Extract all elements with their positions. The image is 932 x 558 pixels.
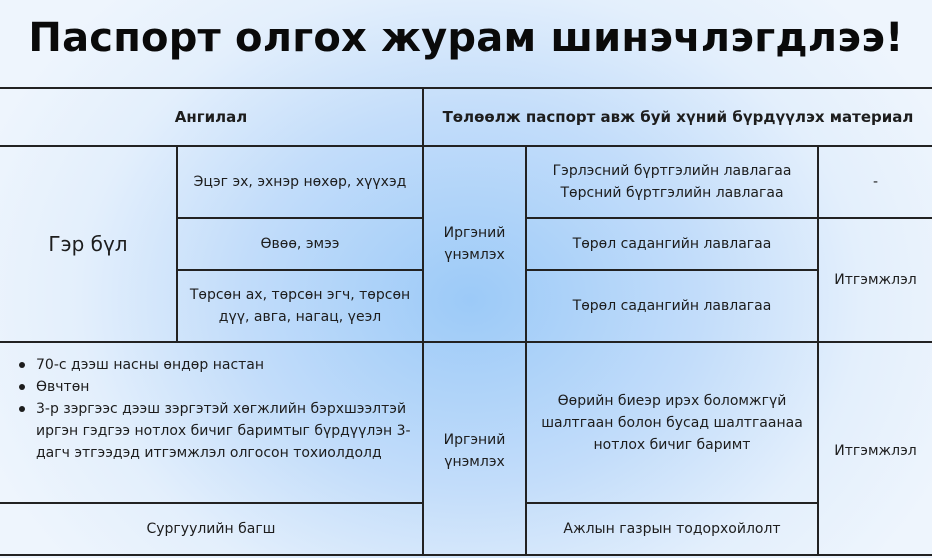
table-divider [176, 269, 422, 271]
table-divider [422, 87, 424, 556]
bullet-icon [19, 406, 25, 412]
table-divider [525, 217, 932, 219]
family-relation-grandparents: Өвөө, эмээ [260, 236, 340, 252]
special-extra-power-of-attorney: Итгэмжлэл [834, 442, 917, 459]
list-item: Өвчтөн [36, 376, 441, 398]
family-extra-power-of-attorney: Итгэмжлэл [834, 272, 917, 288]
table-border-bottom [0, 554, 932, 556]
family-doc-marriage-birth: Гэрлэсний бүртгэлийн лавлагаа Төрсний бүртгэлийн лавлагаа [552, 163, 792, 201]
family-extra-none: - [872, 174, 879, 190]
header-category: Ангилал [174, 107, 248, 126]
list-item: 3-р зэргээс дээш зэргэтэй хөгжлийн бэрхшээлтэй иргэн гэдгээ нотлох бичиг баримтыг бүрдүүлэн 3-дагч этгээдэд итгэмжлэл олгосон тохиолдолд [36, 398, 441, 464]
teacher-label: Сургуулийн багш [146, 521, 276, 537]
table-divider [0, 145, 932, 147]
special-id-doc: Иргэний үнэмлэх [443, 431, 506, 470]
bullet-icon [19, 384, 25, 390]
table-divider [0, 502, 424, 504]
family-id-doc: Иргэний үнэмлэх [443, 225, 506, 263]
list-item: 70-с дээш насны өндөр настан [36, 354, 441, 376]
family-doc-kinship-1: Төрөл садангийн лавлагаа [572, 236, 772, 252]
table-border-top [0, 87, 932, 89]
table-divider [176, 217, 422, 219]
table-divider [525, 145, 527, 556]
special-cases-list [14, 354, 441, 464]
table-divider [525, 502, 819, 504]
family-label: Гэр бүл [48, 232, 128, 256]
family-relation-siblings: Төрсөн ах, төрсөн эгч, төрсөн дүү, авга, нагац, үеэл [189, 287, 411, 325]
table-divider [176, 145, 178, 343]
teacher-doc: Ажлын газрын тодорхойлолт [563, 521, 781, 537]
table-divider [0, 341, 932, 343]
table-divider [817, 145, 819, 556]
bullet-icon [19, 362, 25, 368]
page-title: Паспорт олгох журам шинэчлэгдлээ! [28, 15, 904, 61]
family-doc-kinship-2: Төрөл садангийн лавлагаа [572, 298, 772, 314]
table-divider [525, 269, 817, 271]
special-doc-proof: Өөрийн биеэр ирэх боломжгүй шалтгаан болон бусад шалтгаанаа нотлох бичиг баримт [541, 392, 803, 453]
header-materials: Төлөөлж паспорт авж буй хүний бүрдүүлэх материал [442, 107, 914, 126]
family-relation-parents: Эцэг эх, эхнэр нөхөр, хүүхэд [193, 174, 407, 190]
